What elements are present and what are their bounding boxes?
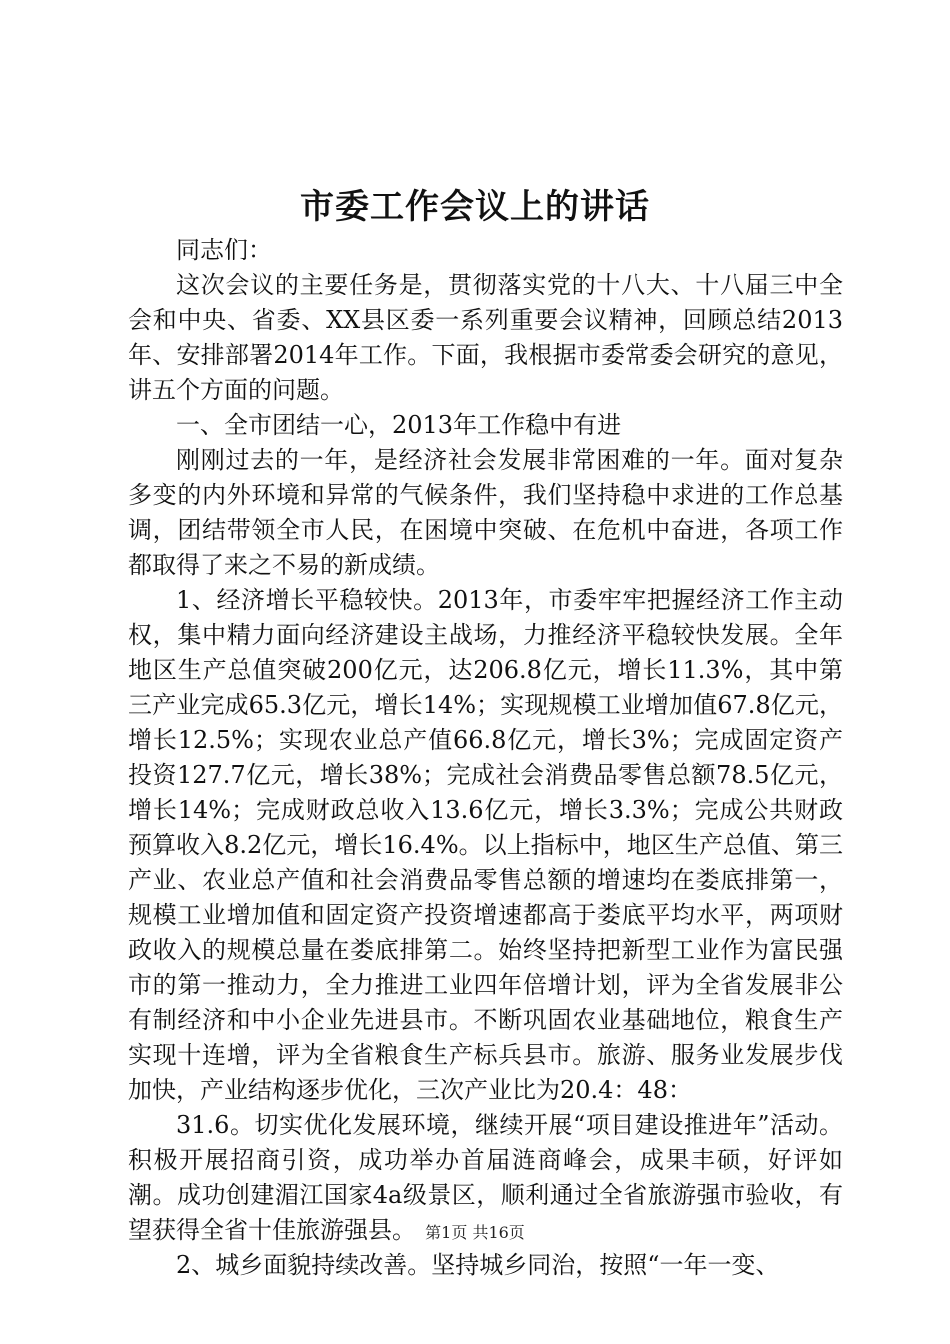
intro-paragraph: 这次会议的主要任务是，贯彻落实党的十八大、十八届三中全会和中央、省委、XX县区委一系列重要会议精神，回顾总结2013年、安排部署2014年工作。下面，我根据市委常委会研究的意见，讲五个方面的问题。	[128, 271, 843, 404]
urban-rural-paragraph: 2、城乡面貌持续改善。坚持城乡同治，按照“一年一变、	[176, 1251, 780, 1279]
salutation-paragraph: 同志们：	[176, 236, 272, 264]
economy-paragraph: 1、经济增长平稳较快。2013年，市委牢牢把握经济工作主动权，集中精力面向经济建设主战场，力推经济平稳较快发展。全年地区生产总值突破200亿元，达206.8亿元，增长11.3%，其中第三产业完成65.3亿元，增长14%；实现规模工业增加值67.8亿元，增长12.5%；实现农业总产值66.8亿元，增长3%；完成固定资产投资127.7亿元，增长38%；完成社会消费品零售总额78.5亿元，增长14%；完成财政总收入13.6亿元，增长3.3%；完成公共财政预算收入8.2亿元，增长16.4%。以上指标中，地区生产总值、第三产业、农业总产值和社会消费品零售总额的增速均在娄底排第一，规模工业增加值和固定资产投资增速都高于娄底平均水平，两项财政收入的规模总量在娄底排第二。始终坚持把新型工业作为富民强市的第一推动力，全力推进工业四年倍增计划，评为全省发展非公有制经济和中小企业先进县市。不断巩固农业基础地位，粮食生产实现十连增，评为全省粮食生产标兵县市。旅游、服务业发展步伐加快，产业结构逐步优化，三次产业比为20.4：48：	[128, 586, 843, 1104]
environment-paragraph: 31.6。切实优化发展环境，继续开展“项目建设推进年”活动。积极开展招商引资，成功举办首届涟商峰会，成果丰硕，好评如潮。成功创建湄江国家4a级景区，顺利通过全省旅游强市验收，有望获得全省十佳旅游强县。	[128, 1111, 843, 1244]
page-number-footer: 第1页 共16页	[425, 1223, 525, 1242]
document-title: 市委工作会议上的讲话	[300, 187, 650, 227]
document-body	[128, 233, 843, 1283]
section-heading-1: 一、全市团结一心，2013年工作稳中有进	[176, 411, 622, 439]
overview-paragraph: 刚刚过去的一年，是经济社会发展非常困难的一年。面对复杂多变的内外环境和异常的气候条件，我们坚持稳中求进的工作总基调，团结带领全市人民，在困境中突破、在危机中奋进，各项工作都取得了来之不易的新成绩。	[128, 446, 843, 579]
